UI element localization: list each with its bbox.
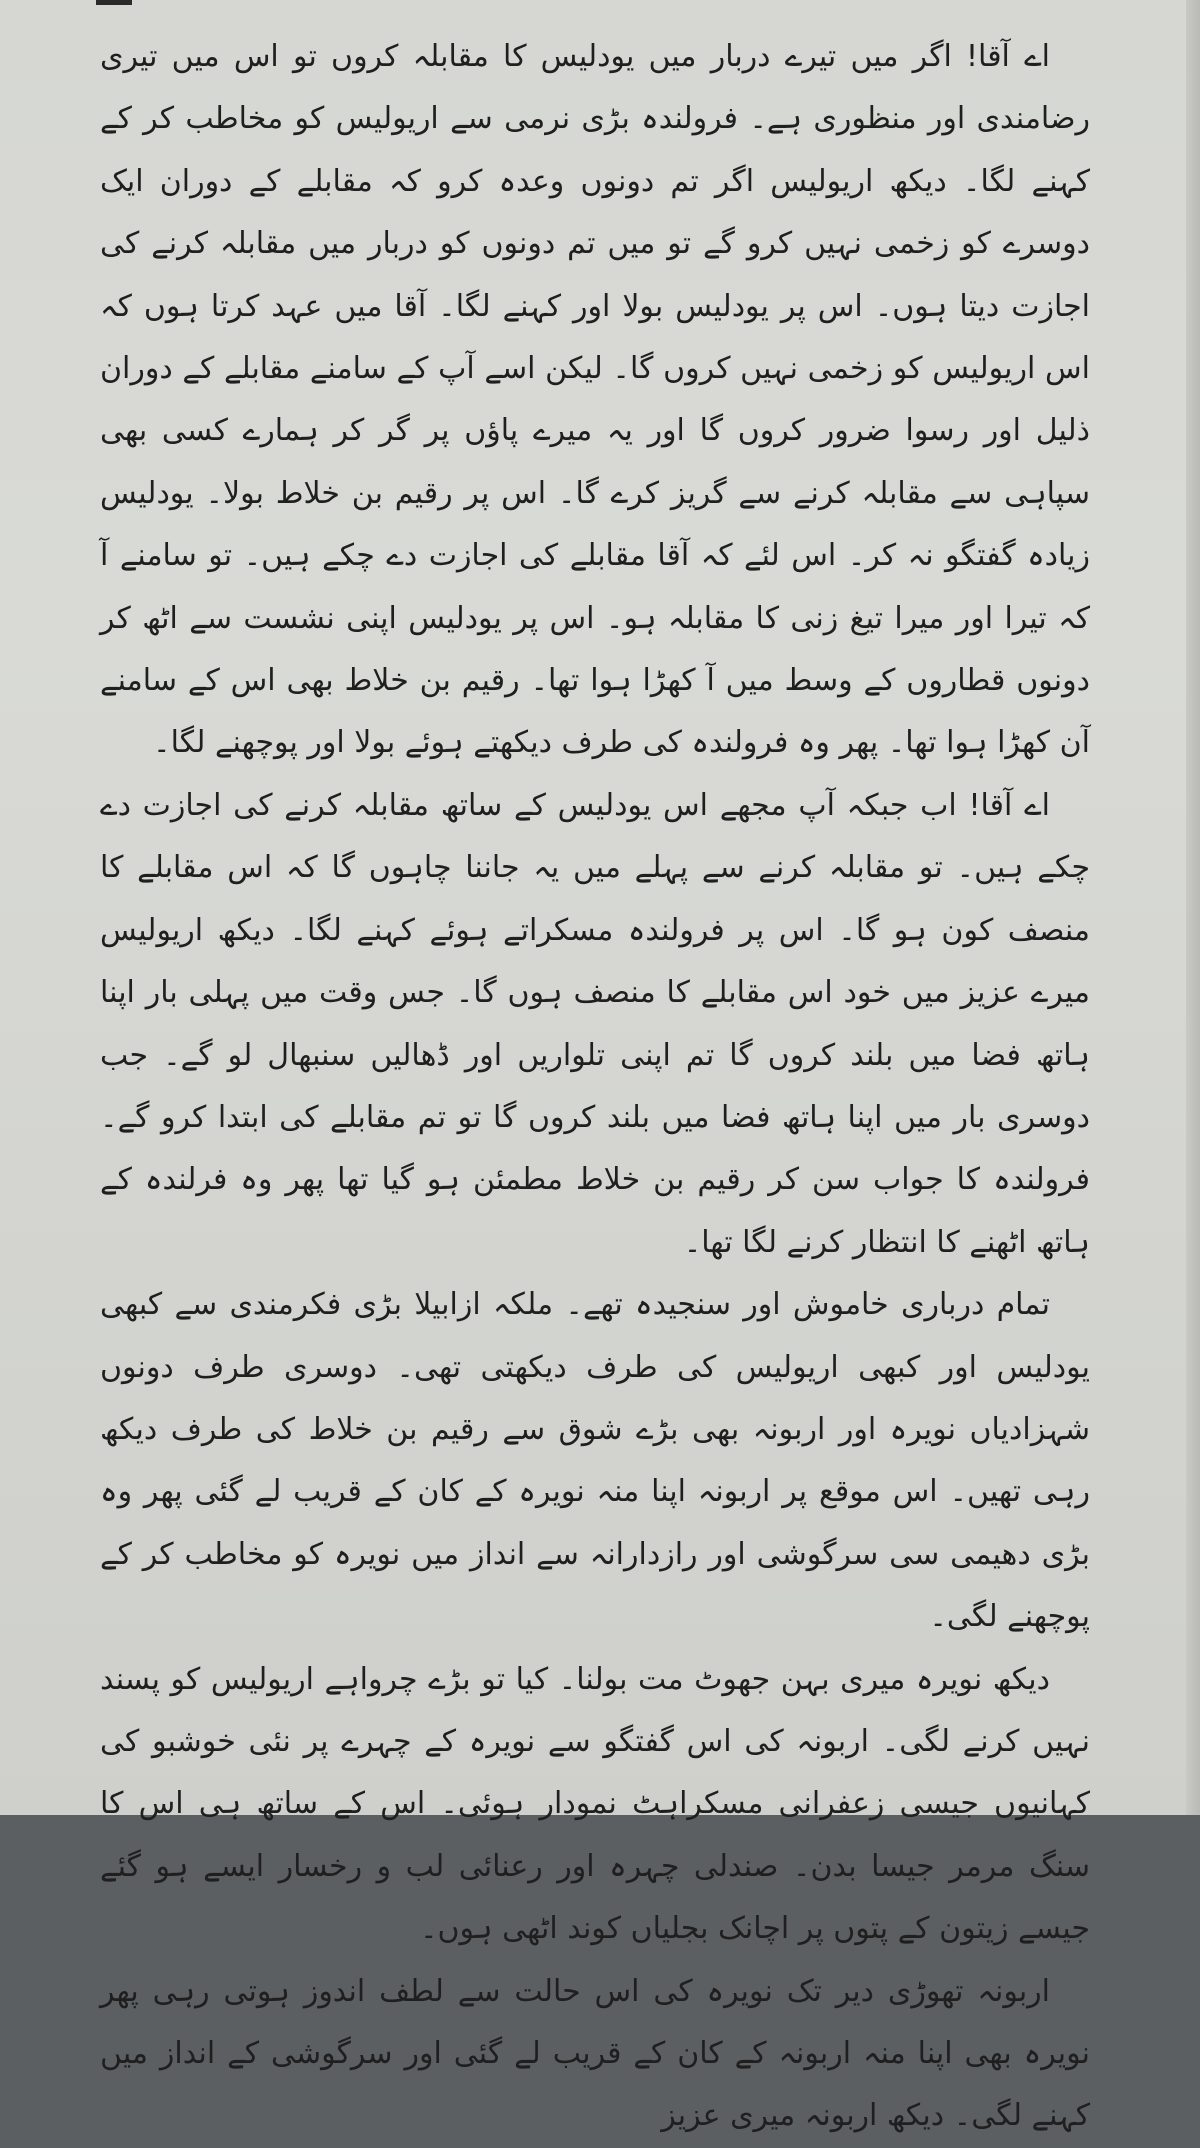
paragraph-5: اربونہ تھوڑی دیر تک نویرہ کی اس حالت سے لطف اندوز ہوتی رہی پھر نویرہ بھی اپنا منہ اربونہ کے کان کے قریب لے گئی اور سرگوشی کے انداز میں کہنے لگی۔ دیکھ اربونہ میری عزیز: [100, 1973, 1090, 2134]
urdu-text-block: [100, 26, 1090, 2148]
paragraph-3: تمام درباری خاموش اور سنجیدہ تھے۔ ملکہ ازابیلا بڑی فکرمندی سے کبھی یودلیس اور کبھی اریولیس کی طرف دیکھتی تھی۔ دوسری طرف دونوں شہزادیاں نویرہ اور اربونہ بھی بڑے شوق سے رقیم بن خلاط کی طرف دیکھ رہی تھیں۔ اس موقع پر اربونہ اپنا منہ نویرہ کے کان کے قریب لے گئی پھر وہ بڑی دھیمی سی سرگوشی اور رازدارانہ سے انداز میں نویرہ کو مخاطب کر کے پوچھنے لگی۔: [100, 1287, 1090, 1635]
page-top-mark: [96, 0, 132, 5]
page-binding-edge: [1186, 0, 1200, 1815]
paragraph-4: دیکھ نویرہ میری بہن جھوٹ مت بولنا۔ کیا تو بڑے چرواہے اریولیس کو پسند نہیں کرنے لگی۔ اربونہ کی اس گفتگو سے نویرہ کے چہرے پر نئی خوشبو کی کہانیوں جیسی زعفرانی مسکراہٹ نمودار ہوئی۔ اس کے ساتھ ہی اس کا سنگ مرمر جیسا بدن۔ صندلی چہرہ اور رعنائی لب و رخسار ایسے ہو گئے جیسے زیتون کے پتوں پر اچانک بجلیاں کوند اٹھی ہوں۔: [100, 1661, 1090, 1947]
paragraph-2: اے آقا! اب جبکہ آپ مجھے اس یودلیس کے ساتھ مقابلہ کرنے کی اجازت دے چکے ہیں۔ تو مقابلہ کرنے سے پہلے میں یہ جاننا چاہوں گا کہ اس مقابلے کا منصف کون ہو گا۔ اس پر فرولندہ مسکراتے ہوئے کہنے لگا۔ دیکھ اریولیس میرے عزیز میں خود اس مقابلے کا منصف ہوں گا۔ جس وقت میں پہلی بار اپنا ہاتھ فضا میں بلند کروں گا تم اپنی تلواریں اور ڈھالیں سنبھال لو گے۔ جب دوسری بار میں اپنا ہاتھ فضا میں بلند کروں گا تو تم مقابلے کی ابتدا کرو گے۔ فرولندہ کا جواب سن کر رقیم بن خلاط مطمئن ہو گیا تھا پھر وہ فرلندہ کے ہاتھ اٹھنے کا انتظار کرنے لگا تھا۔: [100, 787, 1090, 1260]
paragraph-1: اے آقا! اگر میں تیرے دربار میں یودلیس کا مقابلہ کروں تو اس میں تیری رضامندی اور منظوری ہے۔ فرولندہ بڑی نرمی سے اریولیس کو مخاطب کر کے کہنے لگا۔ دیکھ اریولیس اگر تم دونوں وعدہ کرو کہ مقابلے کے دوران ایک دوسرے کو زخمی نہیں کرو گے تو میں تم دونوں کو دربار میں مقابلہ کرنے کی اجازت دیتا ہوں۔ اس پر یودلیس بولا اور کہنے لگا۔ آقا میں عہد کرتا ہوں کہ اس اریولیس کو زخمی نہیں کروں گا۔ لیکن اسے آپ کے سامنے مقابلے کے دوران ذلیل اور رسوا ضرور کروں گا اور یہ میرے پاؤں پر گر کر ہمارے کسی بھی سپاہی سے مقابلہ کرنے سے گریز کرے گا۔ اس پر رقیم بن خلاط بولا۔ یودلیس زیادہ گفتگو نہ کر۔ اس لئے کہ آقا مقابلے کی اجازت دے چکے ہیں۔ تو سامنے آ کہ تیرا اور میرا تیغ زنی کا مقابلہ ہو۔ اس پر یودلیس اپنی نشست سے اٹھ کر دونوں قطاروں کے وسط میں آ کھڑا ہوا تھا۔ رقیم بن خلاط بھی اس کے سامنے آن کھڑا ہوا تھا۔ پھر وہ فرولندہ کی طرف دیکھتے ہوئے بولا اور پوچھنے لگا۔: [100, 39, 1090, 761]
